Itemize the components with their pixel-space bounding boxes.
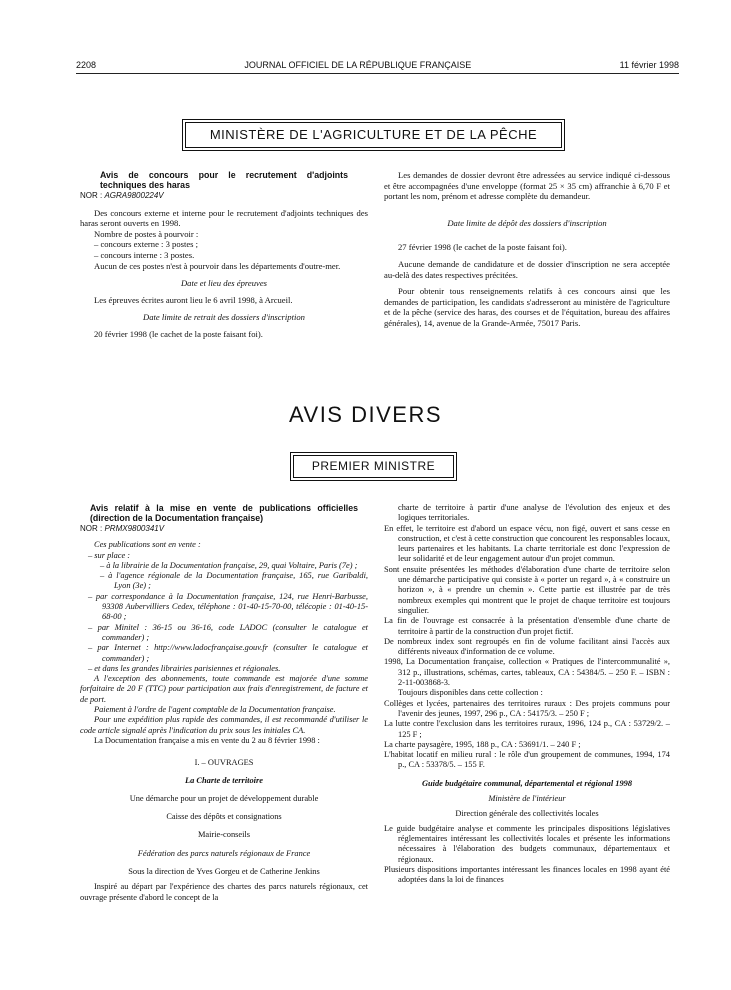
concours-r2: 27 février 1998 (le cachet de la poste faisant foi). <box>398 242 567 253</box>
pub-m8: Collèges et lycées, partenaires des territoires ruraux : Des projets communs pour l'avenir des jeunes, 1997, 296 p., CA : 54175/3. – 250 F ; <box>384 698 670 718</box>
pub-m9: La lutte contre l'exclusion dans les territoires ruraux, 1996, 124 p., CA : 53729/2. – 125 F ; <box>384 719 670 739</box>
pub-l8: – et dans les grandes librairies parisiennes et régionales. <box>88 663 281 673</box>
concours-caption-retrait: Date limite de retrait des dossiers d'inscription <box>143 312 305 323</box>
concours-p5: Aucun de ces postes n'est à pourvoir dans les départements d'outre-mer. <box>94 260 341 271</box>
premier-ministre-box <box>290 452 457 481</box>
concours-caption-depot: Date limite de dépôt des dossiers d'inscription <box>447 217 607 228</box>
charte-title: La Charte de territoire <box>185 775 263 785</box>
pub-l5: – par correspondance à la Documentation française, 124, rue Henri-Barbusse, 93308 Aubervilliers Cedex, téléphone : 01-40-15-70-00, télécopie : 01-40-15-68-00 ; <box>88 591 368 622</box>
nor-code: AGRA9800224V <box>104 191 164 200</box>
pub-l6: – par Minitel : 36-15 ou 36-16, code LADOC (consulter le catalogue et commander) ; <box>88 622 368 642</box>
pub-m5: De nombreux index sont regroupés en fin de volume facilitant ainsi l'accès aux différents niveaux d'information de ce volume. <box>384 636 670 657</box>
ministry-box <box>182 119 565 151</box>
concours-p1: Des concours externe et interne pour le recrutement d'adjoints techniques des haras seront ouverts en 1998. <box>80 207 368 229</box>
concours-p4: – concours interne : 3 postes. <box>94 249 195 260</box>
pub-m11: L'habitat locatif en milieu rural : le rôle d'un groupement de communes, 1994, 174 p., CA : 53378/5. – 155 F. <box>384 750 670 770</box>
pub-m7: Toujours disponibles dans cette collection : <box>398 688 543 698</box>
pub-m6: 1998, La Documentation française, collection « Pratiques de l'intercommunalité », 312 p., illustrations, schémas, cartes, tableaux, CA : 54384/5. – 250 F. – ISBN : 2-11-003868-3. <box>384 657 670 688</box>
pub-m2: En effet, le territoire est d'abord un espace vécu, non figé, ouvert et sans cesse en construction, et c'est à cette construction que concourent les responsables locaux, leurs partenaires et les habitants. La charte territoriale est donc l'expression de leur solidarité et de leur engagement autour d'un projet commun. <box>384 523 670 564</box>
concours-right-column <box>384 170 670 329</box>
header-rule <box>76 73 679 74</box>
guide-ministry: Ministère de l'intérieur <box>488 794 566 804</box>
section-ouvrages: I. – OUVRAGES <box>194 758 254 768</box>
pub-m3: Sont ensuite présentées les méthodes d'élaboration d'une charte de territoire selon une démarche participative qui consiste à « porter un regard », à « construire un horizon », à « prendre un chemin ». Cette partie est illustrée par de très nombreux exemples qui montrent que le projet de chaque territoire est toujours singulier. <box>384 564 670 615</box>
premier-ministre-title: PREMIER MINISTRE <box>293 455 454 478</box>
charte-description: Inspiré au départ par l'expérience des chartes des parcs naturels régionaux, cet ouvrage présente d'abord le concept de la <box>80 882 368 902</box>
pub-m4: La fin de l'ouvrage est consacrée à la présentation d'ensemble d'une charte de territoire à partir de la construction d'un projet fictif. <box>384 616 670 636</box>
guide-p2: Plusieurs dispositions importantes intéressant les finances locales en 1998 ayant été adoptées dans la loi de finances <box>384 864 670 885</box>
guide-title: Guide budgétaire communal, départemental et régional 1998 <box>421 778 633 788</box>
guide-direction: Direction générale des collectivités locales <box>455 809 599 819</box>
pub-l10: Paiement à l'ordre de l'agent comptable de la Documentation française. <box>94 705 336 715</box>
pub-l12: La Documentation française a mis en vente du 2 au 8 février 1998 : <box>94 735 320 745</box>
concours-p2: Nombre de postes à pourvoir : <box>94 228 199 239</box>
nor-label: NOR : <box>80 191 103 200</box>
concours-p6: Les épreuves écrites auront lieu le 6 avril 1998, à Arcueil. <box>94 294 293 305</box>
concours-r4: Pour obtenir tous renseignements relatifs à ces concours ainsi que les demandes de participation, les candidats s'adresseront au ministère de l'agriculture et de la pêche (service des haras, des courses et de l'équitation, bureau des affaires générales), 14, avenue de la Grande-Armée, 75017 Paris. <box>384 286 670 328</box>
pub-l11: Pour une expédition plus rapide des commandes, il est recommandé d'utiliser le code article signalé après l'indication du prix sous les initiales CA. <box>80 715 368 735</box>
publications-nor <box>80 524 368 534</box>
nor-label: NOR : <box>80 524 103 533</box>
concours-p3: – concours externe : 3 postes ; <box>94 239 199 250</box>
publications-right-column <box>384 503 670 885</box>
guide-p1: Le guide budgétaire analyse et commente les principales dispositions législatives réglementaires intéressant les collectivités locales et présente les informations nécessaires à l'élaboration des budgets communaux, départementaux et régionaux. <box>384 823 670 864</box>
pub-l4: – à l'agence régionale de la Documentation française, 165, rue Garibaldi, Lyon (3e) ; <box>100 571 368 591</box>
charte-direction: Sous la direction de Yves Gorgeu et de Catherine Jenkins <box>128 867 320 877</box>
pub-l7: – par Internet : http://www.ladocfrançaise.gouv.fr (consulter le catalogue et commander) ; <box>88 643 368 663</box>
concours-r1: Les demandes de dossier devront être adressées au service indiqué ci-dessous et être accompagnées d'une enveloppe (format 25 × 35 cm) affranchie à 6,70 F et portant les nom, prénom et adresse complète du demandeur. <box>384 170 670 202</box>
issue-date: 11 février 1998 <box>619 60 679 70</box>
publications-left-column <box>80 503 368 903</box>
pub-l2: – sur place : <box>88 550 131 560</box>
pub-l1: Ces publications sont en vente : <box>94 540 201 550</box>
pub-m10: La charte paysagère, 1995, 188 p., CA : 53691/1. – 240 F ; <box>384 739 581 749</box>
charte-publisher-3: Fédération des parcs naturels régionaux de France <box>137 848 311 858</box>
concours-p7: 20 février 1998 (le cachet de la poste faisant foi). <box>94 328 263 339</box>
page-header <box>76 60 679 70</box>
pub-l9: A l'exception des abonnements, toute commande est majorée d'une somme forfaitaire de 20 F (TTC) pour participation aux frais d'enregistrement, de facture et de port. <box>80 674 368 704</box>
ministry-title: MINISTÈRE DE L'AGRICULTURE ET DE LA PÊCHE <box>185 122 562 148</box>
nor-code: PRMX9800341V <box>104 524 165 533</box>
avis-divers-heading: AVIS DIVERS <box>288 402 443 427</box>
concours-nor <box>80 191 368 202</box>
concours-caption-dates: Date et lieu des épreuves <box>180 278 268 289</box>
concours-r3: Aucune demande de candidature et de dossier d'inscription ne sera acceptée au-delà des dates respectives précitées. <box>384 258 670 280</box>
charte-publisher-1: Caisse des dépôts et consignations <box>166 812 282 822</box>
charte-subtitle: Une démarche pour un projet de développement durable <box>129 793 319 803</box>
charte-publisher-2: Mairie-conseils <box>197 830 251 840</box>
concours-left-column <box>80 170 368 340</box>
concours-title: Avis de concours pour le recrutement d'adjoints techniques des haras <box>100 170 348 190</box>
pub-l3: – à la librairie de la Documentation française, 29, quai Voltaire, Paris (7e) ; <box>100 560 358 570</box>
publications-title: Avis relatif à la mise en vente de publications officielles (direction de la Documentation française) <box>90 503 358 523</box>
journal-title: JOURNAL OFFICIEL DE LA RÉPUBLIQUE FRANÇAISE <box>244 60 472 70</box>
page-number: 2208 <box>76 60 97 70</box>
pub-m1: charte de territoire à partir d'une analyse de l'évolution des enjeux et des logiques territoriales. <box>398 503 670 523</box>
